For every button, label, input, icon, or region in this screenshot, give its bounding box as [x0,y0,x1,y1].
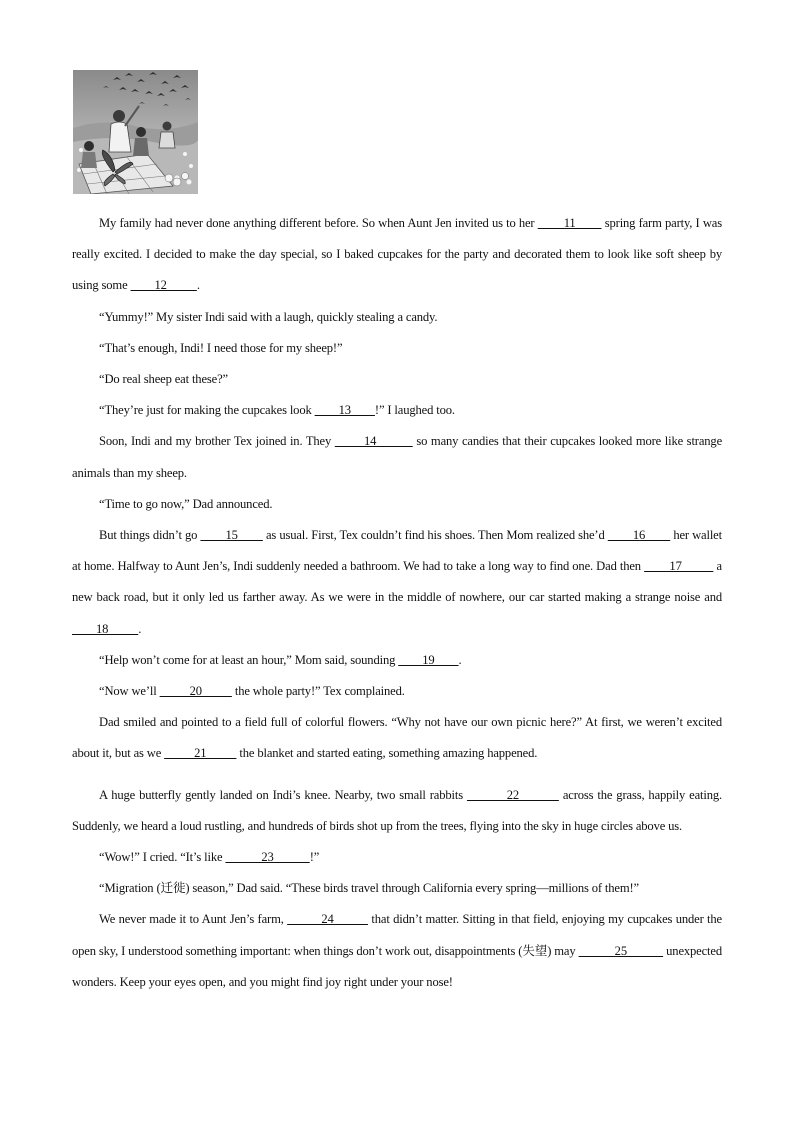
story-paragraph: But things didn’t go 15 as usual. First, Tex couldn’t find his shoes. Then Mom realized she’d 16 her wallet at home. Halfway to Aunt Jen’s, Indi suddenly needed a bathroom. We had to take a long way to find one. Dad then 17 a new back road, but it only led us farther away. As we were in the middle of nowhere, our car started making a strange noise and 18 . [72,528,722,636]
story-paragraph: “Wow!” I cried. “It’s like 23 !” [99,850,320,865]
story-paragraph: “Now we’ll 20 the whole party!” Tex complained. [99,684,405,699]
story-paragraph: “Do real sheep eat these?” [99,372,228,387]
blank-15[interactable]: 15 [200,528,263,543]
blank-25[interactable]: 25 [578,943,664,958]
blank-21[interactable]: 21 [164,746,237,761]
story-paragraph: “Yummy!” My sister Indi said with a laugh, quickly stealing a candy. [99,309,438,324]
blank-13[interactable]: 13 [314,403,375,418]
blank-19[interactable]: 19 [398,652,459,667]
story-paragraph: “They’re just for making the cupcakes look 13 !” I laughed too. [99,403,455,418]
story-paragraph: “Time to go now,” Dad announced. [99,496,273,511]
picnic-illustration [73,70,198,194]
story-paragraph: My family had never done anything different before. So when Aunt Jen invited us to her 11 spring farm party, I was really excited. I decided to make the day special, so I baked cupcakes for the party and decorated them to look like soft sheep by using some 12 . [72,216,722,293]
story-paragraph: A huge butterfly gently landed on Indi’s knee. Nearby, two small rabbits 22 across the grass, happily eating. Suddenly, we heard a loud rustling, and hundreds of birds shot up from the trees, flying into the sky in huge circles above us. [72,787,722,833]
blank-18[interactable]: 18 [72,621,139,636]
blank-23[interactable]: 23 [225,850,310,865]
story-paragraph: “Migration (迁徙) season,” Dad said. “These birds travel through California every spring—millions of them!” [99,881,639,896]
story-paragraph: Soon, Indi and my brother Tex joined in. They 14 so many candies that their cupcakes looked more like strange animals than my sheep. [72,434,723,480]
story-passage [72,208,722,998]
blank-22[interactable]: 22 [466,787,559,802]
blank-12[interactable]: 12 [130,278,197,293]
story-paragraph: We never made it to Aunt Jen’s farm, 24 that didn’t matter. Sitting in that field, enjoying my cupcakes under the open sky, I understood something important: when things don’t work out, disappointments (失望) may 25 unexpected wonders. Keep your eyes open, and you might find joy right under your nose! [72,912,722,989]
blank-24[interactable]: 24 [287,912,368,927]
story-paragraph: “Help won’t come for at least an hour,” Mom said, sounding 19 . [99,652,462,667]
blank-14[interactable]: 14 [334,434,413,449]
blank-20[interactable]: 20 [159,684,232,699]
blank-11[interactable]: 11 [537,216,602,230]
story-paragraph: “That’s enough, Indi! I need those for my sheep!” [99,340,343,355]
story-paragraph: Dad smiled and pointed to a field full of colorful flowers. “Why not have our own picnic here?” At first, we weren’t excited about it, but as we 21 the blanket and started eating, something amazing happened. [72,715,722,761]
blank-17[interactable]: 17 [644,559,714,574]
blank-16[interactable]: 16 [607,528,671,543]
